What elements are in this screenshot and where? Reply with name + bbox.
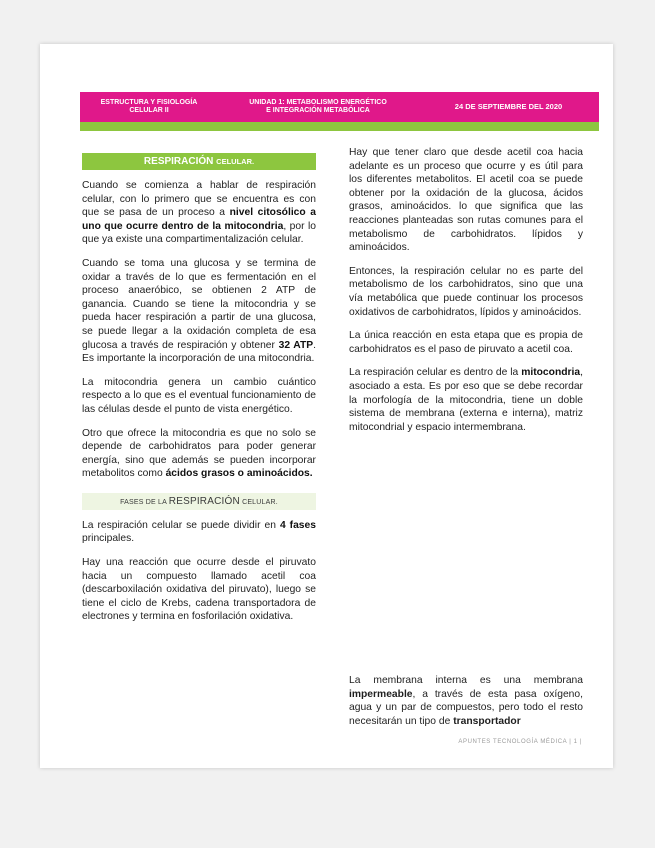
text-span: La respiración celular es dentro de la — [349, 367, 522, 379]
paragraph-atp — [82, 257, 316, 366]
header-date — [418, 103, 599, 111]
paragraph-mitocondria: La mitocondria genera un cambio cuántico respecto a lo que es el eventual funcionamiento de las células desde el punto de vista energético. — [82, 376, 316, 415]
paragraph-morfologia — [349, 366, 583, 434]
subsection-title-small: CELULAR. — [242, 498, 278, 506]
header-course-line2: CELULAR II — [129, 107, 169, 114]
section-title-main: RESPIRACIÓN — [143, 156, 214, 167]
text-span: , por lo que ya existe una compartimentalización celular. — [82, 220, 316, 246]
bold-text: ácidos grasos o aminoácidos. — [165, 468, 313, 480]
header-unit — [218, 99, 418, 115]
text-span: Cuando se toma una glucosa y se termina de oxidar a través de lo que es fermentación en el proceso anaeróbico, se obtienen 2 ATP de ganancia. Cuando se tiene la mitocondria y se pueda hacer respiración a partir de una glucosa, se puede llegar a la oxidación completa de esa glucosa a través de respiración y obtener — [82, 257, 316, 351]
paragraph-fases — [82, 519, 316, 546]
left-column — [82, 146, 316, 634]
bold-text: nivel citosólico a uno que ocurre dentro de la mitocondria — [82, 207, 316, 232]
text-span: Cuando se comienza a hablar de respiración celular, con lo primero que se encuentra es con que se pasa de un proceso a — [82, 180, 316, 219]
text-span: La membrana interna es una membrana — [349, 675, 583, 686]
bold-text: transportador — [453, 715, 521, 727]
page-header — [80, 92, 599, 122]
right-column — [349, 146, 583, 444]
header-unit-line2: E INTEGRACIÓN METABÓLICA — [266, 107, 370, 114]
text-span: La respiración celular se puede dividir en — [82, 519, 280, 531]
paragraph-metabolitos — [82, 427, 316, 481]
section-title-small: CELULAR. — [216, 157, 255, 166]
text-span: , asociado a esta. Es por eso que se debe recordar la morfología de la mitocondria, tiene un doble sistema de membrana (externa e interna), matriz mitocondrial y espacio intermembrana. — [349, 367, 583, 433]
text-span: . Es importante la incorporación de una mitocondria. — [82, 339, 317, 365]
text-span: Otro que ofrece la mitocondria es que no solo se depende de carbohidratos para poder generar energía, sino que además se pueden incorporar metabolitos como — [82, 427, 316, 480]
bold-text: 4 fases — [279, 519, 316, 531]
text-span: principales. — [82, 533, 135, 545]
subsection-title-small: FASES DE LA — [120, 498, 167, 506]
header-green-stripe — [80, 122, 599, 131]
bold-text: impermeable — [349, 688, 413, 700]
text-span: , a través de esta pasa oxígeno, agua y un par de compuestos, pero todo el resto necesitarán un tipo de — [349, 688, 583, 727]
bold-text: mitocondria — [521, 367, 581, 379]
paragraph-intro — [82, 179, 316, 247]
page-footer: APUNTES TECNOLOGÍA MÉDICA | 1 | — [458, 739, 582, 745]
section-title-respiracion — [82, 153, 316, 170]
header-course-line1: ESTRUCTURA Y FISIOLOGÍA — [100, 99, 198, 106]
subsection-title-main: RESPIRACIÓN — [168, 495, 240, 507]
bold-text: 32 ATP — [278, 339, 314, 351]
subsection-title-fases — [82, 493, 316, 510]
paragraph-via-metabolica: Entonces, la respiración celular no es parte del metabolismo de los carbohidratos, sino que una vía metabólica que puede continuar los procesos oxidativos de carbohidratos, lípidos y aminoácidos. — [349, 265, 583, 318]
paragraph-unica-reaccion: La única reacción en esta etapa que es propia de carbohidratos es el paso de piruvato a acetil coa. — [349, 330, 583, 355]
paragraph-membrana-interna — [349, 674, 583, 728]
header-course — [80, 99, 218, 115]
paragraph-piruvato: Hay una reacción que ocurre desde el piruvato hacia un compuesto llamado acetil coa (descarboxilación oxidativa del piruvato), luego se tiene el ciclo de Krebs, cadena transportadora de electrones y termina en fosforilación oxidativa. — [82, 557, 316, 623]
header-date-text: 24 DE SEPTIEMBRE DEL 2020 — [454, 102, 563, 111]
header-unit-line1: UNIDAD 1: METABOLISMO ENERGÉTICO — [249, 99, 387, 106]
paragraph-acetil-coa: Hay que tener claro que desde acetil coa hacia adelante es un proceso que ocurre y es útil para los diferentes metabolitos. El acetil coa se puede obtener por la oxidación de la glucosa, ácidos grasos, aminoácidos. lo que significa que las reacciones planteadas son rutas comunes para el metabolismo de carbohidratos. lípidos y aminoácidos. — [349, 147, 583, 254]
